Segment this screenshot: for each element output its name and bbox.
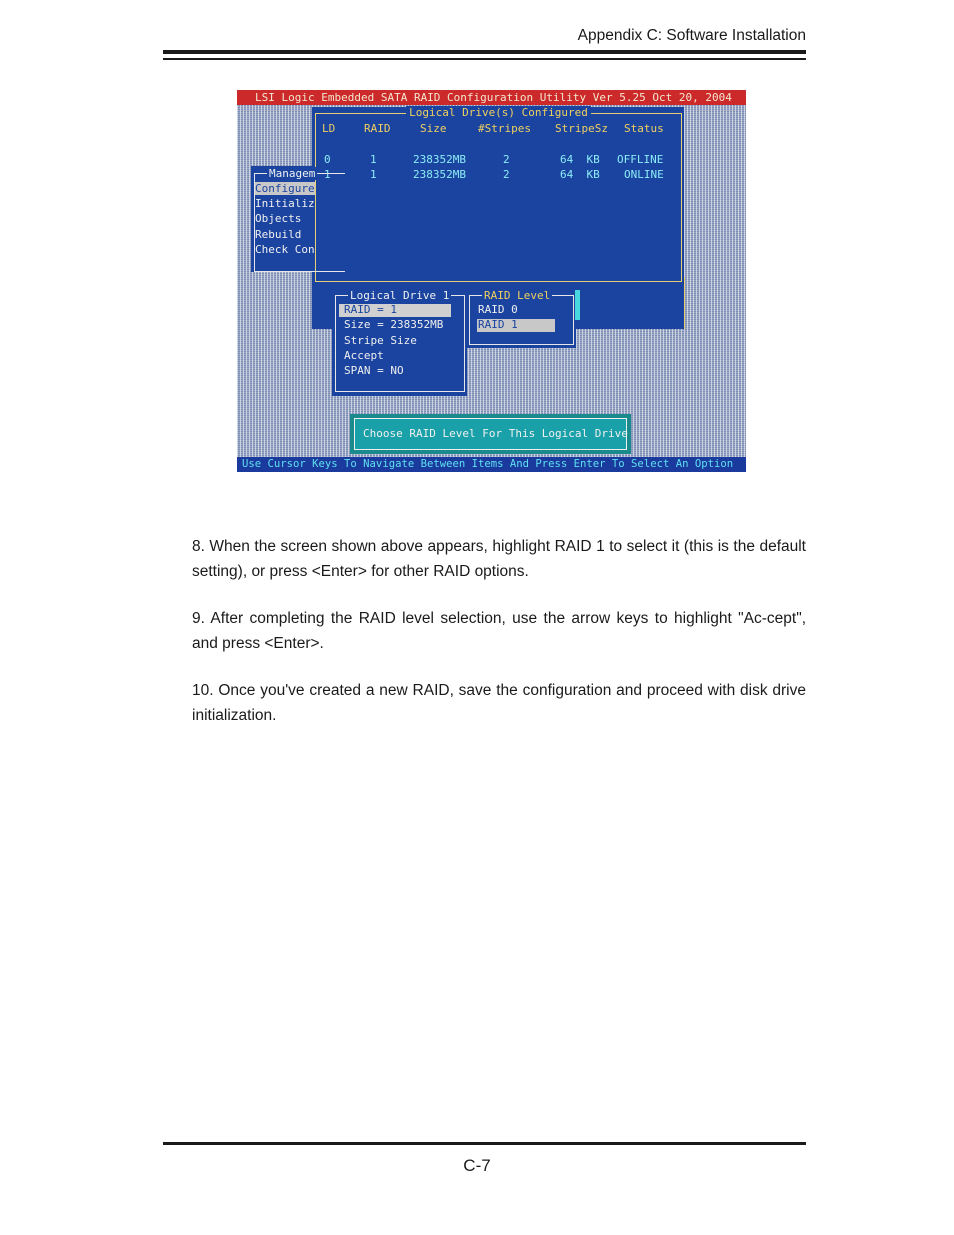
hint-box <box>350 414 631 454</box>
logical-drives-frame <box>315 106 682 282</box>
header-title: Appendix C: Software Installation <box>577 27 806 44</box>
ld-cell: OFFLINE <box>617 153 664 166</box>
menu-item-span[interactable]: SPAN = NO <box>344 364 404 377</box>
ld-panel-outer-edge <box>680 277 685 329</box>
logical-drive-1-title: Logical Drive 1 <box>350 289 450 302</box>
menu-item-initialize[interactable]: Initializ <box>255 197 315 210</box>
ld-col-header: RAID <box>364 122 391 135</box>
menu-item-accept[interactable]: Accept <box>344 349 384 362</box>
footer-rule <box>163 1142 806 1145</box>
raid-level-menu <box>466 288 576 348</box>
ld-cell: 1 <box>370 153 377 166</box>
ld-col-header: #Stripes <box>478 122 531 135</box>
ld-cell: 2 <box>503 168 510 181</box>
ld-cell: 238352MB <box>413 168 466 181</box>
bios-screenshot <box>237 90 746 472</box>
menu-item-stripe-size[interactable]: Stripe Size <box>344 334 417 347</box>
status-bar: Use Cursor Keys To Navigate Between Items And Press Enter To Select An Option <box>237 457 746 472</box>
ld-col-header: Status <box>624 122 664 135</box>
ld-cell: 238352MB <box>413 153 466 166</box>
ld-col-header: LD <box>322 122 336 135</box>
logical-drive-1-menu <box>332 288 467 396</box>
menu-item-raid[interactable]: RAID = 1 <box>344 303 397 316</box>
ld-cell: 64 KB <box>560 153 600 166</box>
menu-item-raid-0[interactable]: RAID 0 <box>478 303 518 316</box>
header-rule-thin <box>163 58 806 60</box>
step-8: 8. When the screen shown above appears, highlight RAID 1 to select it (this is the default setting), or press <Enter> for other RAID options. <box>192 538 806 580</box>
menu-item-raid-1[interactable]: RAID 1 <box>478 318 518 331</box>
menu-item-check-consistency[interactable]: Check Con <box>255 243 315 256</box>
ld-col-header: Size <box>420 122 447 135</box>
utility-title-bar: LSI Logic Embedded SATA RAID Configuration Utility Ver 5.25 Oct 20, 2004 <box>237 90 746 105</box>
menu-item-rebuild[interactable]: Rebuild <box>255 228 302 241</box>
hint-text: Choose RAID Level For This Logical Drive <box>363 427 628 440</box>
ld-col-header: StripeSz <box>555 122 608 135</box>
menu-item-objects[interactable]: Objects <box>255 212 302 225</box>
page-number: C-7 <box>463 1156 491 1175</box>
management-menu <box>251 166 315 272</box>
ld-cell: ONLINE <box>624 168 664 181</box>
ld-cell: 64 KB <box>560 168 600 181</box>
ld-cell: 1 <box>324 168 331 181</box>
scroll-indicator <box>575 290 580 320</box>
ld-cell: 1 <box>370 168 377 181</box>
step-10: 10. Once you've created a new RAID, save the configuration and proceed with disk drive initialization. <box>192 682 806 724</box>
menu-item-size[interactable]: Size = 238352MB <box>344 318 444 331</box>
raid-level-title: RAID Level <box>484 289 551 302</box>
management-menu-title: Managem <box>269 167 316 180</box>
ld-cell: 0 <box>324 153 331 166</box>
menu-item-configure[interactable]: Configure <box>255 182 315 195</box>
logical-drives-title: Logical Drive(s) Configured <box>406 106 591 119</box>
ld-cell: 2 <box>503 153 510 166</box>
step-9: 9. After completing the RAID level selection, use the arrow keys to highlight "Ac-cept", and press <Enter>. <box>192 610 806 652</box>
header-rule <box>163 50 806 54</box>
